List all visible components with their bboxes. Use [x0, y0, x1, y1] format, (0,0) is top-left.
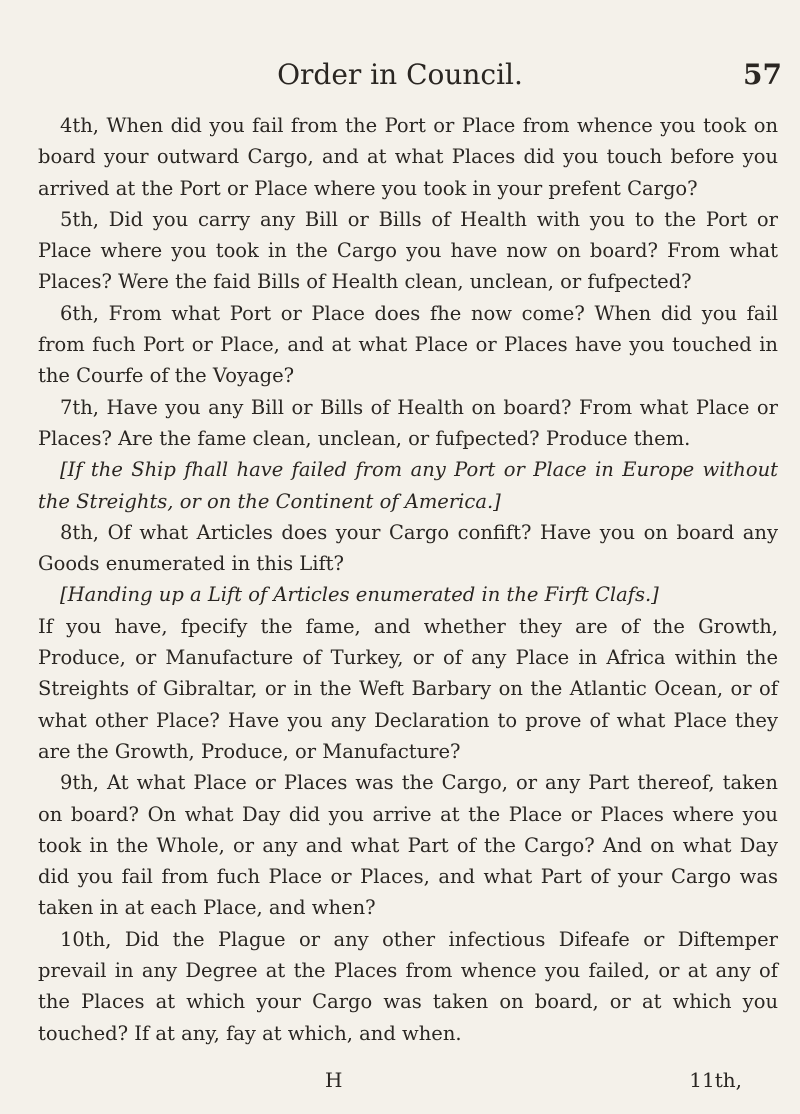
bracket-note-europe: [If the Ship fhall have failed from any Port or Place in Europe without the Streights, or on the Continent of America.] [38, 458, 778, 513]
question-8: 8th, Of what Articles does your Cargo confift? Have you on board any Goods enumerated in this Lift? [38, 520, 778, 576]
catchword: 11th, [689, 1068, 742, 1092]
body-text [38, 110, 778, 1049]
page-title: Order in Council. [277, 58, 523, 91]
bracket-note-list: [Handing up a Lift of Articles enumerated in the Firft Clafs.] [60, 583, 659, 607]
signature-mark: H [325, 1068, 343, 1092]
question-4: 4th, When did you fail from the Port or Place from whence you took on board your outward Cargo, and at what Places did you touch before you arrived at the Port or Place where you took in your prefent Cargo? [38, 114, 778, 200]
question-10: 10th, Did the Plague or any other infectious Difeafe or Diftemper prevail in any Degree at the Places from whence you failed, or at any of the Places at which your Cargo was taken on board, or at which you touched? If at any, fay at which, and when. [38, 927, 778, 1045]
question-7: 7th, Have you any Bill or Bills of Health on board? From what Place or Places? Are the fame clean, unclean, or fufpected? Produce them. [38, 395, 778, 450]
question-8-continued: If you have, fpecify the fame, and whether they are of the Growth, Produce, or Manufacture of Turkey, or of any Place in Africa within the Streights of Gibraltar, or in the Weft Barbary on the Atlantic Ocean, or of what other Place? Have you any Declaration to prove of what Place they are the Growth, Produce, or Manufacture? [38, 614, 778, 763]
question-6: 6th, From what Port or Place does fhe now come? When did you fail from fuch Port or Place, and at what Place or Places have you touched in the Courfe of the Voyage? [38, 301, 778, 388]
page-number: 57 [743, 58, 782, 91]
page-footer [0, 1068, 800, 1108]
question-5: 5th, Did you carry any Bill or Bills of Health with you to the Port or Place where you took in the Cargo you have now on board? From what Places? Were the faid Bills of Health clean, unclean, or fufpected? [38, 207, 778, 294]
question-9: 9th, At what Place or Places was the Cargo, or any Part thereof, taken on board? On what Day did you arrive at the Place or Places where you took in the Whole, or any and what Part of the Cargo? And on what Day did you fail from fuch Place or Places, and what Part of your Cargo was taken in at each Place, and when? [38, 771, 778, 920]
running-header [0, 58, 800, 98]
